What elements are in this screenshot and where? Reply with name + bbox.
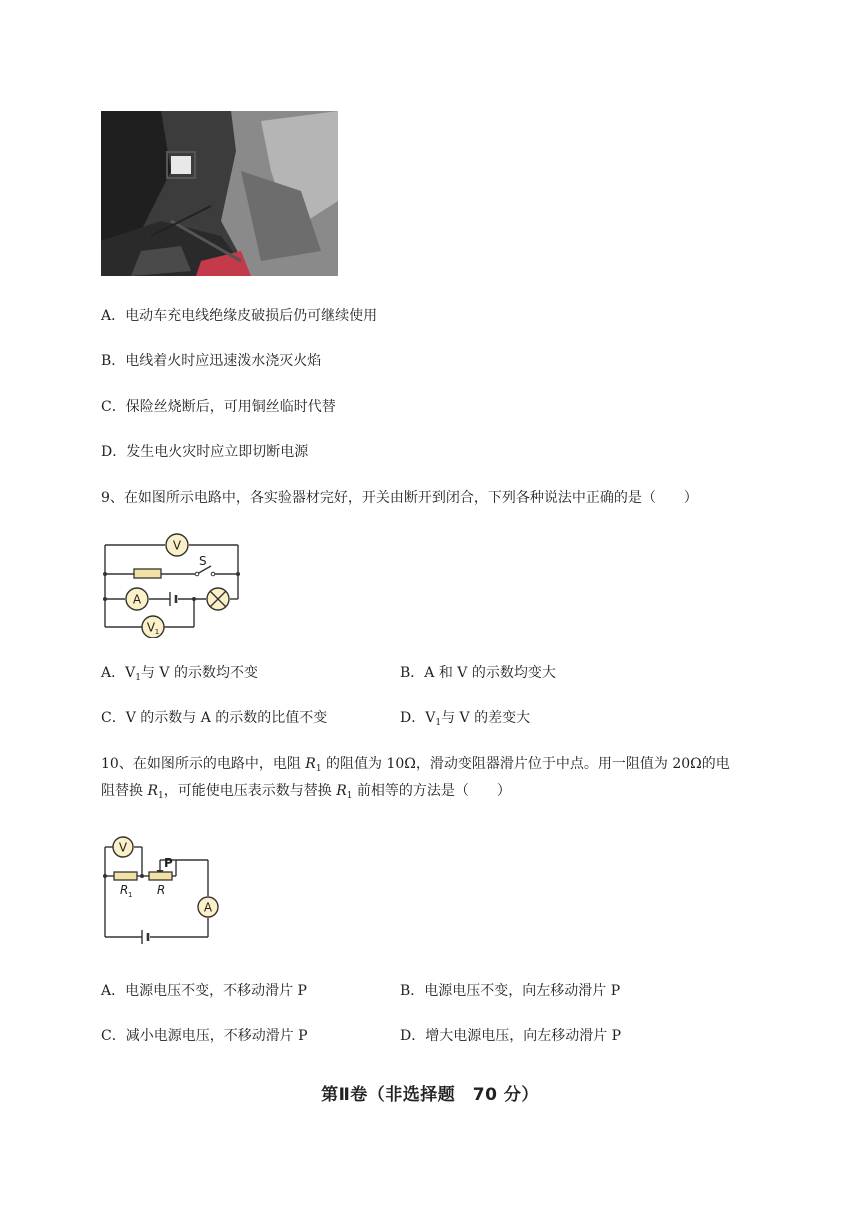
section-heading: 第Ⅱ卷（非选择题 70 分） — [321, 1085, 539, 1105]
q9-option-d: D．$V_1$与 V 的差变大 — [400, 710, 531, 728]
q9-stem: 9、在如图所示电路中，各实验器材完好，开关由断开到闭合，下列各种说法中正确的是（ ） — [101, 490, 698, 506]
q10-rheostat-r — [149, 872, 172, 880]
svg-text:1: 1 — [154, 628, 160, 636]
q10-option-c: C．减小电源电压，不移动滑片 P — [101, 1028, 308, 1044]
q10-stem-line1: 10、在如图所示的电路中，电阻 $R_1$ 的阻值为 10Ω，滑动变阻器滑片位于中点。用一阻值为 20Ω的电 — [101, 756, 730, 774]
q8-option-a: A．电动车充电线绝缘皮破损后仍可继续使用 — [101, 308, 378, 324]
q10-option-d: D．增大电源电压，向左移动滑片 P — [400, 1028, 622, 1044]
q10-ammeter — [198, 897, 218, 917]
q10-option-a: A．电源电压不变，不移动滑片 P — [101, 983, 307, 999]
q9-switch-label: S — [199, 554, 207, 568]
q10-r-label: R — [157, 883, 166, 897]
q10-circuit-diagram — [98, 834, 224, 946]
fire-damage-photo — [101, 111, 338, 276]
q9-option-b: B．A 和 V 的示数均变大 — [400, 665, 556, 681]
q9-ammeter — [126, 588, 148, 610]
q9-voltmeter-1 — [142, 616, 164, 638]
q9-lamp — [207, 588, 229, 610]
q10-resistor-r1 — [114, 872, 137, 880]
q10-voltmeter — [113, 837, 133, 857]
q10-stem-line2: 阻替换 $R_1$，可能使电压表示数与替换 $R_1$ 前相等的方法是（ ） — [101, 783, 511, 801]
q8-option-d: D．发生电火灾时应立即切断电源 — [101, 444, 309, 460]
svg-text:V: V — [146, 620, 156, 635]
svg-text:A: A — [132, 592, 142, 607]
q10-r1-label: R — [120, 883, 129, 897]
q10-slider-label: P — [164, 856, 173, 870]
svg-text:A: A — [203, 900, 213, 915]
q9-option-a: A．$V_1$与 V 的示数均不变 — [101, 665, 258, 683]
q10-r1-sub: 1 — [128, 891, 133, 899]
q9-option-c: C．V 的示数与 A 的示数的比值不变 — [101, 710, 328, 726]
q8-option-c: C．保险丝烧断后，可用铜丝临时代替 — [101, 399, 336, 415]
q10-option-b: B．电源电压不变，向左移动滑片 P — [400, 983, 621, 999]
svg-text:V: V — [118, 840, 128, 855]
q9-circuit-diagram — [98, 532, 246, 638]
q9-voltmeter — [166, 534, 188, 556]
q9-resistor — [134, 569, 161, 578]
q8-option-b: B．电线着火时应迅速泼水浇灭火焰 — [101, 353, 322, 369]
svg-text:V: V — [172, 538, 182, 553]
